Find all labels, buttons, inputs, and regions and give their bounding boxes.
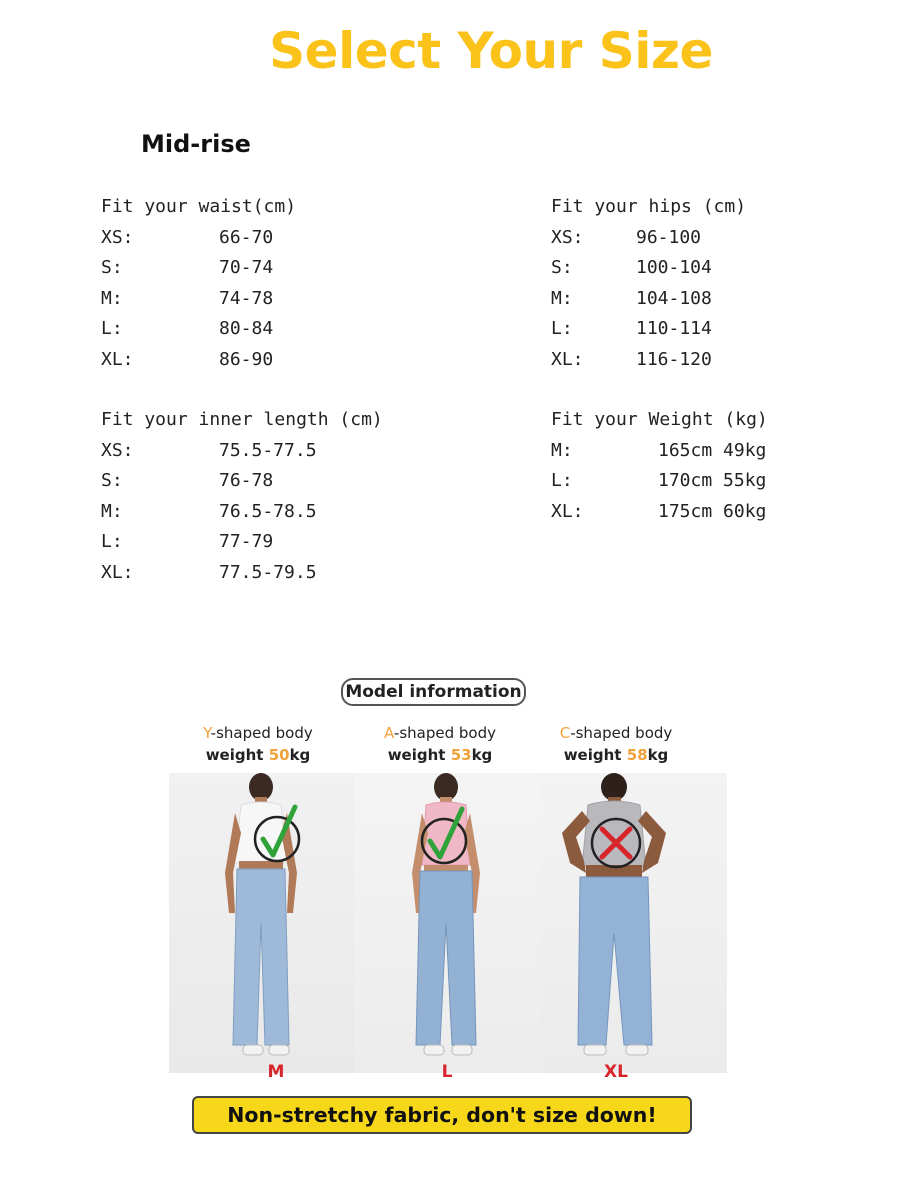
table-row [551, 497, 871, 528]
model-figure-illustration [169, 773, 354, 1073]
size-label: XL: [101, 561, 134, 583]
body-shape [173, 722, 343, 744]
size-value: 104-108 [636, 287, 712, 309]
model-weight [173, 744, 343, 766]
size-value: 76.5-78.5 [219, 500, 317, 522]
size-value: 77-79 [219, 531, 274, 552]
size-label: M: [101, 500, 123, 522]
table-row [551, 345, 871, 376]
table-row [551, 314, 871, 345]
weight-prefix: weight [387, 746, 451, 764]
size-label: XS: [101, 439, 134, 461]
size-label: L: [101, 318, 123, 339]
size-label: S: [101, 470, 123, 491]
size-label: XS: [551, 226, 584, 248]
size-label: XL: [551, 348, 584, 370]
weight-header: Fit your Weight (kg) [551, 409, 768, 430]
size-value: 165cm 49kg [658, 439, 767, 461]
fabric-notice: Non-stretchy fabric, don't size down! [192, 1096, 692, 1134]
shape-letter: Y [203, 724, 211, 742]
size-label: L: [551, 318, 573, 339]
table-row [551, 466, 871, 497]
weight-number: 53 [450, 746, 472, 764]
body-shape [531, 722, 701, 744]
size-value: 96-100 [636, 226, 702, 248]
waist-size-table [101, 192, 481, 375]
model-1-info [173, 722, 343, 766]
shape-text: -shaped body [570, 724, 673, 742]
hips-header: Fit your hips (cm) [551, 196, 747, 217]
model-figure-illustration [540, 773, 727, 1073]
size-label: M: [551, 439, 573, 461]
weight-number: 58 [626, 746, 648, 764]
size-value: 170cm 55kg [658, 470, 767, 491]
weight-table [551, 405, 871, 527]
table-row [101, 223, 481, 254]
size-label: XL: [551, 500, 584, 522]
size-value: 110-114 [636, 318, 712, 339]
table-row [101, 497, 501, 528]
size-label: L: [101, 531, 123, 552]
table-row [551, 284, 871, 315]
size-label: M: [551, 287, 573, 309]
size-label: S: [101, 257, 123, 278]
model-photo-m [169, 773, 354, 1073]
shape-text: -shaped body [393, 724, 496, 742]
rise-type: Mid-rise [141, 130, 251, 158]
table-row [101, 527, 501, 558]
size-label: M: [101, 287, 123, 309]
hips-size-table [551, 192, 871, 375]
size-value: 75.5-77.5 [219, 439, 317, 461]
size-value: 70-74 [219, 257, 274, 278]
model-figure-illustration [354, 773, 540, 1073]
size-value: 116-120 [636, 348, 712, 370]
model-weight [531, 744, 701, 766]
size-label: S: [551, 257, 573, 278]
page-title: Select Your Size [269, 22, 713, 80]
inner-length-table [101, 405, 501, 588]
model-weight [355, 744, 525, 766]
size-label: XL: [101, 348, 134, 370]
table-row [101, 466, 501, 497]
shape-text: -shaped body [210, 724, 313, 742]
table-row [101, 345, 481, 376]
weight-prefix: weight [205, 746, 269, 764]
inner-length-header: Fit your inner length (cm) [101, 409, 383, 430]
weight-prefix: weight [563, 746, 627, 764]
size-value: 100-104 [636, 257, 712, 278]
model-photo-xl [540, 773, 727, 1073]
table-row [101, 436, 501, 467]
model-size-label: M [267, 1062, 285, 1082]
table-row [551, 436, 871, 467]
table-row [101, 314, 481, 345]
table-row [551, 253, 871, 284]
table-row [101, 558, 501, 589]
size-value: 74-78 [219, 287, 274, 309]
body-shape [355, 722, 525, 744]
size-label: L: [551, 470, 573, 491]
waist-header: Fit your waist(cm) [101, 196, 297, 217]
size-value: 77.5-79.5 [219, 561, 317, 583]
weight-unit: kg [289, 746, 311, 764]
size-value: 76-78 [219, 470, 274, 491]
table-row [101, 284, 481, 315]
size-value: 66-70 [219, 226, 274, 248]
weight-unit: kg [471, 746, 493, 764]
size-value: 175cm 60kg [658, 500, 767, 522]
weight-number: 50 [268, 746, 290, 764]
shape-letter: A [383, 724, 394, 742]
model-photo-l [354, 773, 540, 1073]
shape-letter: C [559, 724, 571, 742]
model-information-label: Model information [341, 678, 526, 706]
table-row [101, 253, 481, 284]
weight-unit: kg [647, 746, 669, 764]
size-label: XS: [101, 226, 134, 248]
size-value: 86-90 [219, 348, 274, 370]
size-value: 80-84 [219, 318, 274, 339]
model-2-info [355, 722, 525, 766]
model-size-label: XL [604, 1062, 628, 1082]
model-3-info [531, 722, 701, 766]
table-row [551, 223, 871, 254]
model-size-label: L [441, 1062, 453, 1082]
